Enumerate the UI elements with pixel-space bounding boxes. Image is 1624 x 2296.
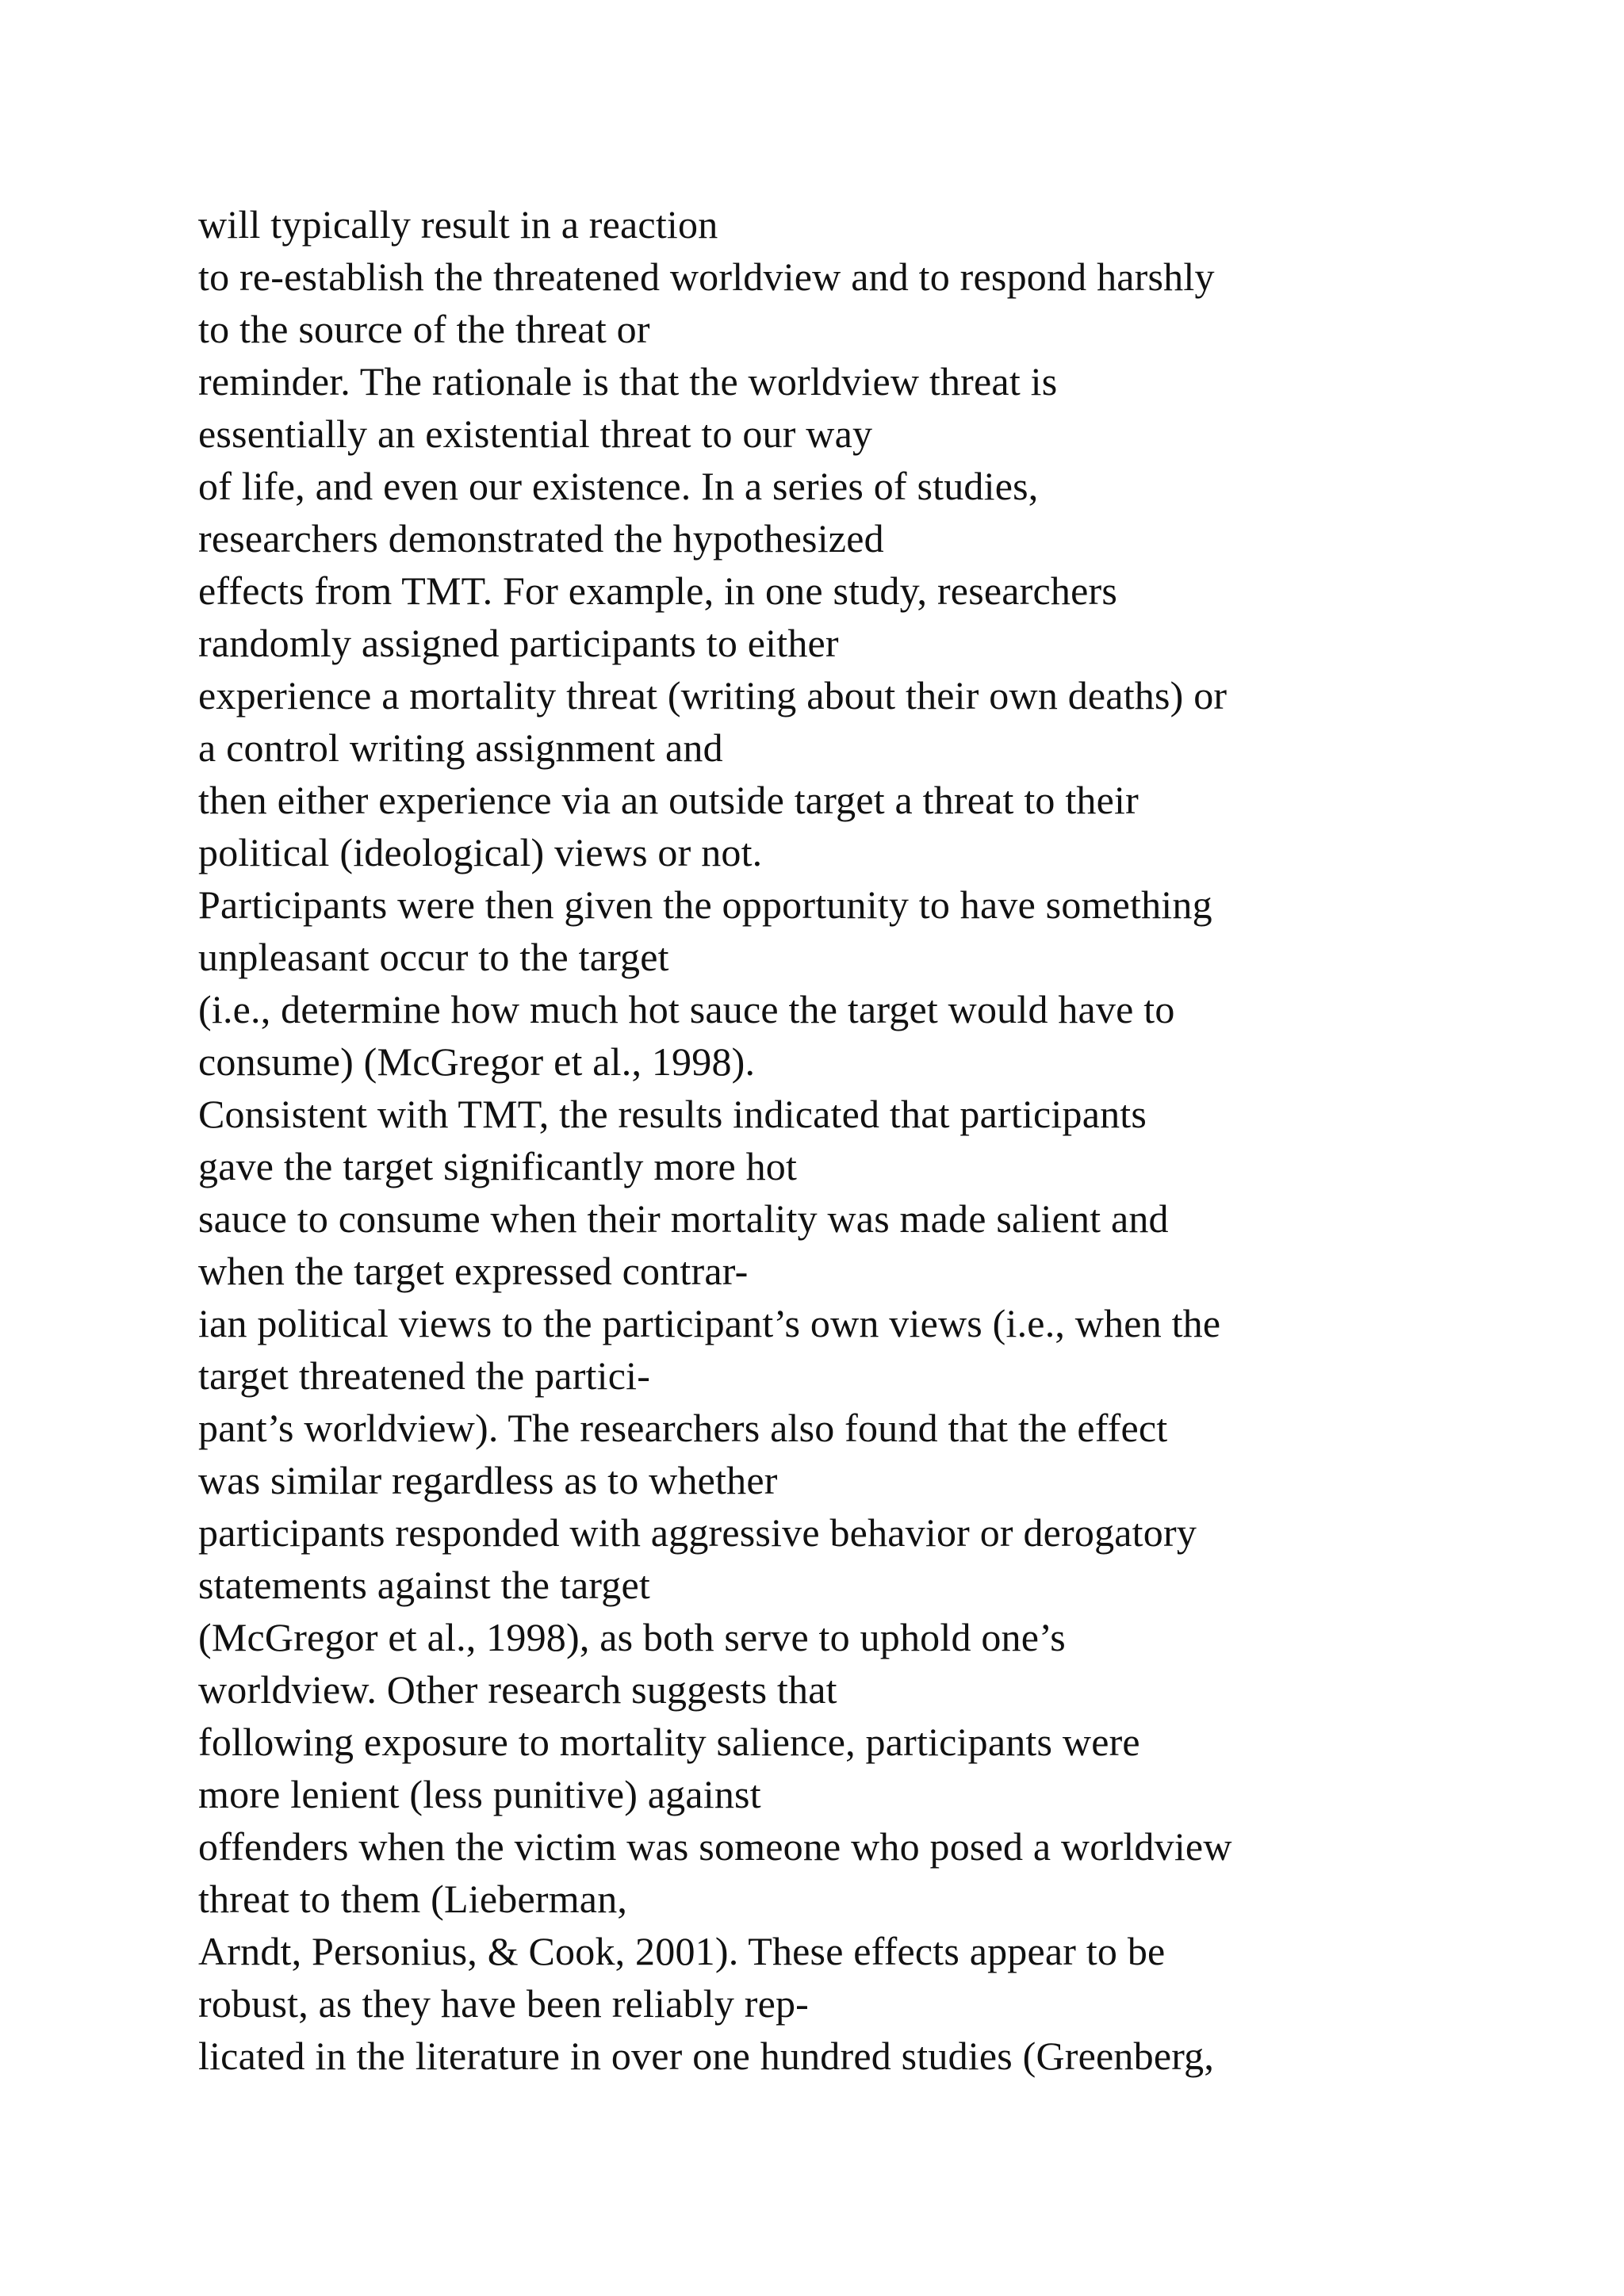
text-line: to the source of the threat or xyxy=(198,307,650,351)
text-line: (McGregor et al., 1998), as both serve to uphold one’s xyxy=(198,1615,1066,1659)
text-line: pant’s worldview). The researchers also found that the effect xyxy=(198,1406,1168,1450)
text-line: following exposure to mortality salience, participants were xyxy=(198,1720,1140,1764)
text-line: sauce to consume when their mortality was made salient and xyxy=(198,1196,1169,1241)
text-line: threat to them (Lieberman, xyxy=(198,1877,628,1921)
text-line: experience a mortality threat (writing about their own deaths) or xyxy=(198,673,1228,718)
text-line: Participants were then given the opportunity to have something xyxy=(198,882,1212,927)
text-line: political (ideological) views or not. xyxy=(198,830,763,874)
text-line: of life, and even our existence. In a series of studies, xyxy=(198,464,1039,508)
text-line: licated in the literature in over one hundred studies (Greenberg, xyxy=(198,2034,1215,2078)
text-line: worldview. Other research suggests that xyxy=(198,1667,837,1712)
body-text xyxy=(198,198,1435,2082)
text-line: then either experience via an outside target a threat to their xyxy=(198,778,1139,822)
text-line: will typically result in a reaction xyxy=(198,202,718,247)
text-line: more lenient (less punitive) against xyxy=(198,1772,761,1816)
text-line: target threatened the partici- xyxy=(198,1353,651,1398)
text-line: when the target expressed contrar- xyxy=(198,1249,749,1293)
text-line: was similar regardless as to whether xyxy=(198,1458,778,1502)
text-line: (i.e., determine how much hot sauce the target would have to xyxy=(198,987,1175,1031)
text-line: researchers demonstrated the hypothesized xyxy=(198,516,884,561)
text-line: randomly assigned participants to either xyxy=(198,621,839,665)
text-line: participants responded with aggressive behavior or derogatory xyxy=(198,1510,1197,1555)
text-line: offenders when the victim was someone who posed a worldview xyxy=(198,1824,1232,1869)
text-line: effects from TMT. For example, in one study, researchers xyxy=(198,568,1117,613)
text-line: to re-establish the threatened worldview and to respond harshly xyxy=(198,254,1215,299)
text-line: a control writing assignment and xyxy=(198,725,723,770)
text-line: robust, as they have been reliably rep- xyxy=(198,1981,810,2026)
text-line: unpleasant occur to the target xyxy=(198,935,669,979)
text-line: consume) (McGregor et al., 1998). xyxy=(198,1039,756,1084)
text-line: ian political views to the participant’s own views (i.e., when the xyxy=(198,1301,1221,1345)
text-line: gave the target significantly more hot xyxy=(198,1144,798,1188)
text-line: essentially an existential threat to our way xyxy=(198,411,873,456)
text-line: reminder. The rationale is that the worldview threat is xyxy=(198,359,1058,404)
text-line: statements against the target xyxy=(198,1563,650,1607)
text-line: Arndt, Personius, & Cook, 2001). These effects appear to be xyxy=(198,1929,1166,1973)
text-line: Consistent with TMT, the results indicated that participants xyxy=(198,1092,1147,1136)
